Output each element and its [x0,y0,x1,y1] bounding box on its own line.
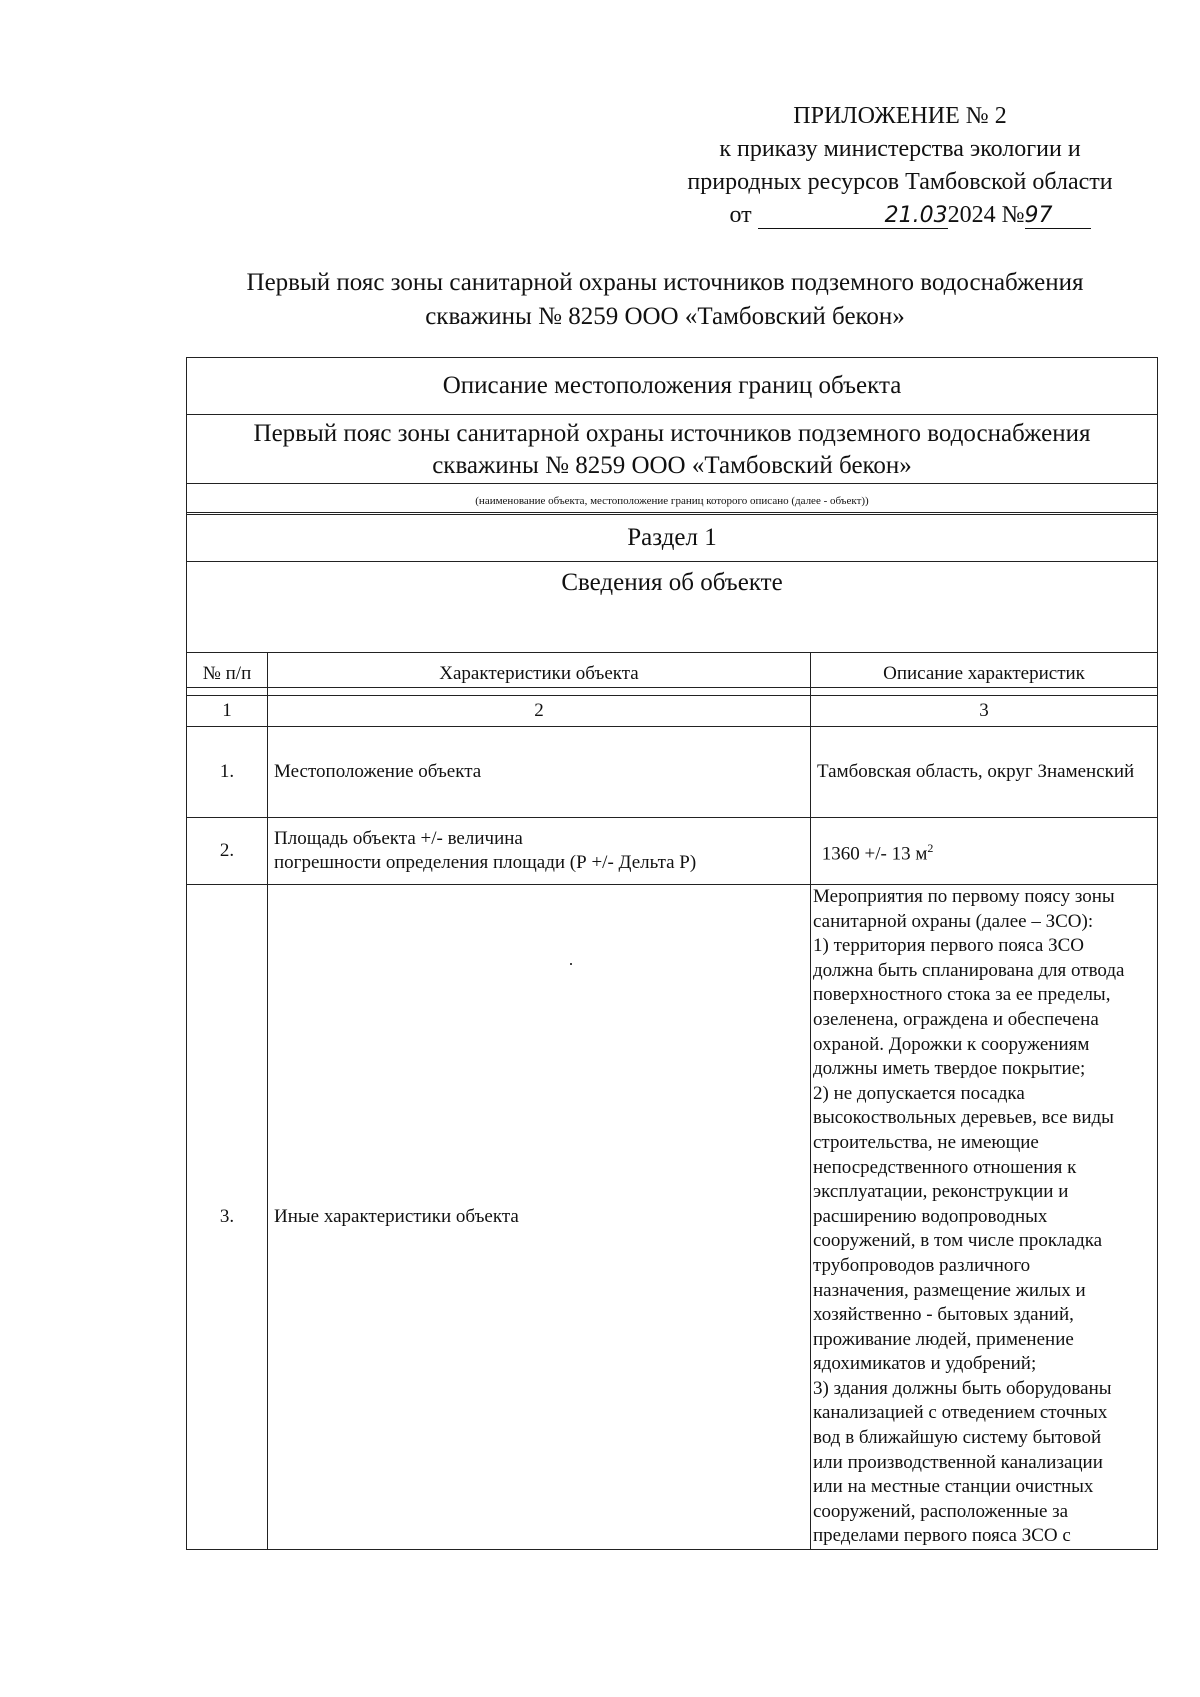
characteristic-line-2: погрешности определения площади (Р +/- Дельта Р) [274,852,697,873]
order-reference: к приказу министерства экологии и [719,136,1081,162]
col-header-characteristic: Характеристики объекта [268,653,811,696]
title-line-1: Первый пояс зоны санитарной охраны источников подземного водоснабжения [246,269,1084,296]
measures-line: назначения, размещение жилых и [813,1279,1086,1301]
col-number-1: 1 [187,696,268,727]
year-text: 2024 № [947,202,1025,228]
measures-line: 2) не допускается посадка [813,1082,1025,1104]
measures-line: сооружений, в том числе прокладка [813,1230,1103,1252]
measures-line: ядохимикатов и удобрений; [813,1353,1037,1375]
measures-line: поверхностного стока за ее пределы, [813,984,1111,1006]
characteristic-line-1: Площадь объекта +/- величина [274,828,523,849]
number-blank [1025,203,1091,229]
table-row [187,727,1158,818]
col-number-2: 2 [268,696,811,727]
scan-speck [570,963,572,965]
measures-line: 1) территория первого пояса ЗСО [813,935,1085,957]
measures-line: трубопроводов различного [813,1254,1031,1276]
measures-line: пределами первого пояса ЗСО с [813,1525,1071,1547]
area-value: 1360 +/- 13 м [821,843,928,865]
row-description-measures [811,885,1158,1550]
title-line-2: скважины № 8259 ООО «Тамбовский бекон» [425,303,905,330]
measures-line: высокоствольных деревьев, все виды [813,1107,1114,1129]
object-note: (наименование объекта, местоположение границ которого описано (далее - объект)) [187,484,1157,513]
measures-line: непосредственного отношения к [813,1156,1077,1178]
measures-line: охраной. Дорожки к сооружениям [813,1033,1090,1055]
row-description [811,818,1158,885]
object-name [187,414,1157,484]
row-number: 3. [187,885,268,1550]
appendix-header [640,100,1160,232]
measures-line: сооружений, расположенные за [813,1500,1069,1522]
row-number: 1. [187,727,268,818]
row-number: 2. [187,818,268,885]
measures-line: канализацией с отведением сточных [813,1402,1108,1424]
col-header-description: Описание характеристик [811,653,1158,696]
measures-line: 3) здания должны быть оборудованы [813,1377,1112,1399]
description-frame [186,357,1158,688]
measures-line: или производственной канализации [813,1451,1103,1473]
measures-line: должна быть спланирована для отвода [813,959,1125,981]
document-title [170,266,1160,334]
order-date-line [640,199,1160,232]
measures-line: расширению водопроводных [813,1205,1048,1227]
section-title: Сведения об объекте [561,569,783,596]
measures-line: должны иметь твердое покрытие; [813,1058,1086,1080]
table-header-row [187,653,1158,696]
measures-line: Мероприятия по первому поясу зоны [813,886,1115,907]
measures-line: санитарной охраны (далее – ЗСО): [813,910,1094,932]
measures-line: хозяйственно - бытовых зданий, [813,1304,1074,1326]
description-heading: Описание местоположения границ объекта [187,358,1157,415]
row-description: Тамбовская область, округ Знаменский [811,727,1158,818]
table-row [187,885,1158,1550]
measures-line: вод в ближайшую систему бытовой [813,1427,1102,1449]
table-row [187,818,1158,885]
row-characteristic [268,818,811,885]
col-header-number: № п/п [187,653,268,696]
column-number-row [187,696,1158,727]
area-unit-exponent: 2 [927,840,934,855]
measures-line: проживание людей, применение [813,1328,1074,1350]
row-characteristic: Иные характеристики объекта [268,885,811,1550]
row-characteristic: Местоположение объекта [268,727,811,818]
section-label: Раздел 1 [187,514,1157,562]
object-name-line-1: Первый пояс зоны санитарной охраны источников подземного водоснабжения [253,420,1091,447]
handwritten-date: 21.03 [884,203,948,228]
appendix-number: ПРИЛОЖЕНИЕ № 2 [793,103,1007,129]
object-name-line-2: скважины № 8259 ООО «Тамбовский бекон» [432,452,912,479]
date-blank [758,203,948,229]
col-number-3: 3 [811,696,1158,727]
ministry-name: природных ресурсов Тамбовской области [687,169,1113,195]
measures-line: строительства, не имеющие [813,1131,1039,1153]
handwritten-number: 97 [1024,203,1053,228]
measures-line: эксплуатации, реконструкции и [813,1181,1069,1203]
measures-line: озеленена, ограждена и обеспечена [813,1008,1099,1030]
measures-line: или на местные станции очистных [813,1476,1094,1498]
date-prefix: от [729,202,752,228]
object-info-table [186,652,1158,1550]
